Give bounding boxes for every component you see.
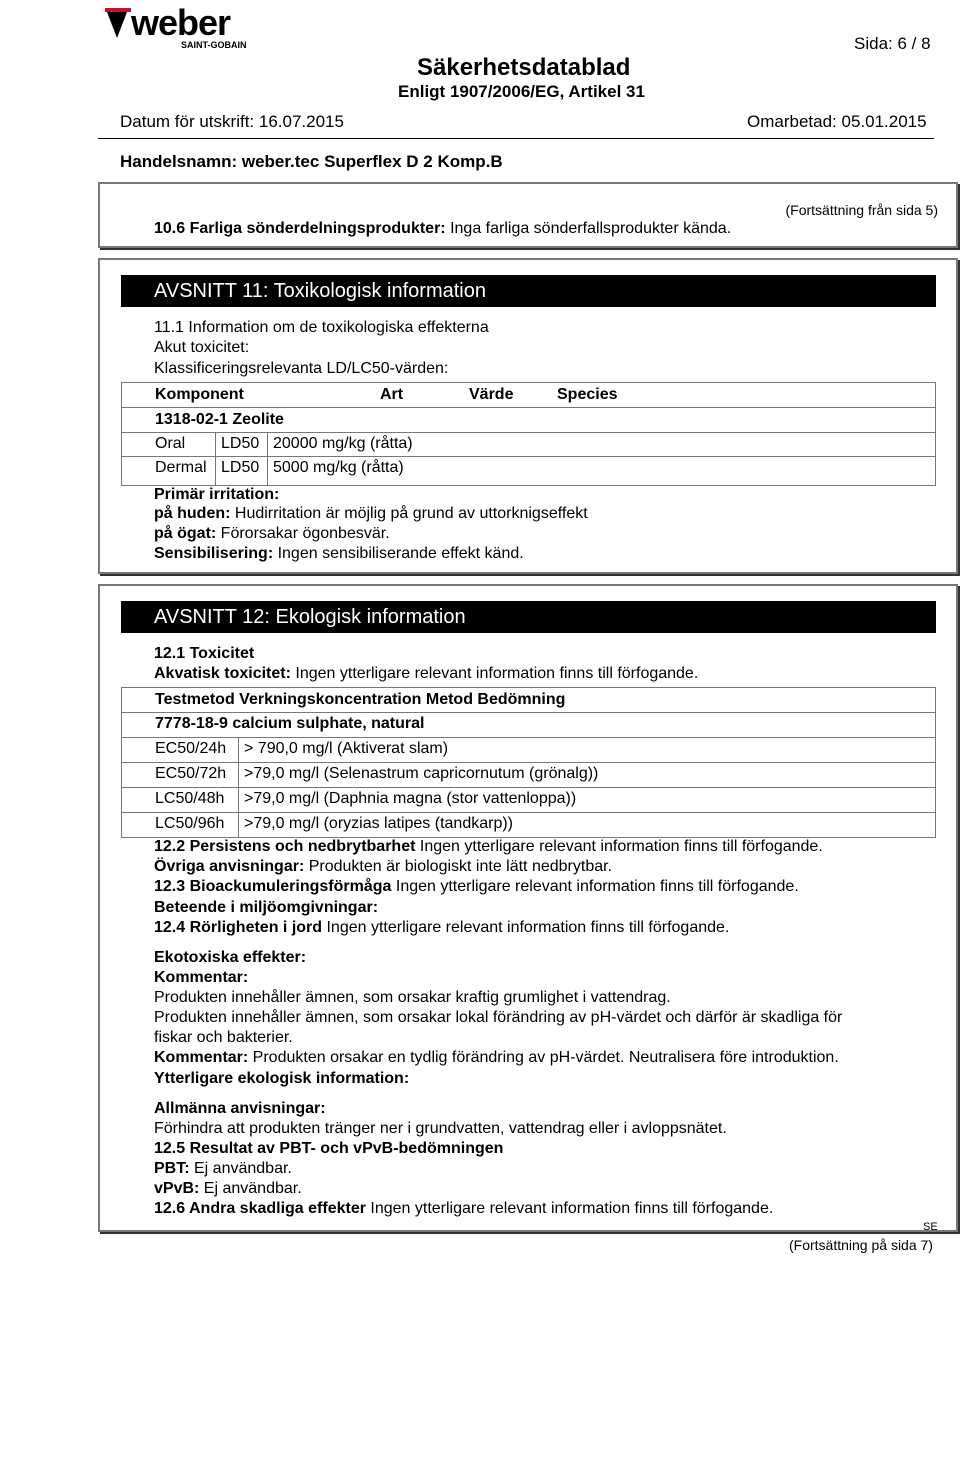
section-12-heading: AVSNITT 12: Ekologisk information: [121, 601, 936, 633]
aquatic-label: Akvatisk toxicitet:: [154, 665, 291, 682]
eco-comment-1: Produkten innehåller ämnen, som orsakar kraftig grumlighet i vattendrag.: [154, 989, 671, 1006]
print-date: Datum för utskrift: 16.07.2015: [120, 112, 344, 131]
trade-name: Handelsnamn: weber.tec Superflex D 2 Komp.B: [120, 152, 503, 171]
section-10-box: [98, 182, 958, 248]
aquatic-line: [154, 665, 698, 683]
eco-comment-2b: fiskar och bakterier.: [154, 1029, 293, 1046]
eye-label: på ögat:: [154, 525, 217, 542]
sensitization-label: Sensibilisering:: [154, 545, 274, 562]
value-cell: >79,0 mg/l (oryzias latipes (tandkarp)): [244, 815, 513, 832]
logo-text: weber: [131, 2, 231, 43]
value-cell: 5000 mg/kg (råtta): [273, 459, 404, 476]
ld-lc50-label: Klassificeringsrelevanta LD/LC50-värden:: [154, 360, 449, 377]
toxicity-table: [121, 382, 936, 486]
route-cell: Dermal: [155, 459, 207, 476]
logo-subtext: SAINT-GOBAIN: [181, 40, 247, 50]
type-cell: LD50: [221, 435, 260, 452]
eye-line: [154, 525, 390, 543]
test-cell: EC50/24h: [155, 740, 227, 757]
comment-2-label: Kommentar:: [154, 1049, 249, 1066]
eco-comment-2a: Produkten innehåller ämnen, som orsakar lokal förändring av pH-värdet och därför är skadliga för: [154, 1009, 843, 1026]
pbt-text: Ej användbar.: [189, 1160, 292, 1177]
pbt-label: PBT:: [154, 1160, 190, 1177]
value-cell: 20000 mg/kg (råtta): [273, 435, 413, 452]
s12-4-line: [154, 919, 729, 937]
s10-6-line: [154, 220, 731, 238]
skin-line: [154, 505, 588, 523]
type-cell: LD50: [221, 459, 260, 476]
table-divider: [122, 737, 935, 738]
value-cell: >79,0 mg/l (Daphnia magna (stor vattenloppa)): [244, 790, 577, 807]
primary-irritation-label: Primär irritation:: [154, 486, 280, 503]
col-varde: Värde: [469, 386, 514, 403]
section-11-box: [98, 258, 958, 574]
pbt-line: [154, 1160, 292, 1178]
vpvb-text: Ej användbar.: [199, 1180, 302, 1197]
s12-2-text: Ingen ytterligare relevant information finns till förfogande.: [415, 838, 823, 855]
col-art: Art: [380, 386, 404, 403]
table-header: Testmetod Verkningskoncentration Metod Bedömning: [155, 691, 566, 708]
general-notes-label: Allmänna anvisningar:: [154, 1100, 326, 1117]
s10-6-text: Inga farliga sönderfallsprodukter kända.: [445, 220, 732, 237]
s12-4-text: Ingen ytterligare relevant information finns till förfogande.: [322, 919, 730, 936]
further-info-label: Ytterligare ekologisk information:: [154, 1070, 410, 1087]
col-komponent: Komponent: [155, 386, 244, 403]
column-divider: [238, 737, 239, 837]
table-divider: [122, 787, 935, 788]
eye-text: Förorsakar ögonbesvär.: [216, 525, 390, 542]
revised-date: Omarbetad: 05.01.2015: [747, 112, 927, 131]
header-divider: [98, 138, 934, 139]
col-species: Species: [557, 386, 618, 403]
skin-text: Hudirritation är möjlig på grund av uttorknigseffekt: [230, 505, 588, 522]
logo: [105, 2, 255, 52]
comment-label: Kommentar:: [154, 969, 249, 986]
general-notes-text: Förhindra att produkten tränger ner i grundvatten, vattendrag eller i avloppsnätet.: [154, 1120, 727, 1137]
section-12-box: [98, 584, 958, 1232]
section-11-heading: AVSNITT 11: Toxikologisk information: [121, 275, 936, 307]
s12-6-text: Ingen ytterligare relevant information finns till förfogande.: [365, 1200, 774, 1217]
acute-toxicity-label: Akut toxicitet:: [154, 339, 250, 356]
table-divider: [122, 762, 935, 763]
vpvb-line: [154, 1180, 302, 1198]
continued-to: (Fortsättning på sida 7): [789, 1237, 933, 1253]
continued-from: (Fortsättning från sida 5): [785, 202, 938, 218]
table-divider: [122, 812, 935, 813]
other-notes-text: Produkten är biologiskt inte lätt nedbrytbar.: [304, 858, 612, 875]
test-cell: LC50/96h: [155, 815, 225, 832]
substance-name: 7778-18-9 calcium sulphate, natural: [155, 715, 425, 732]
country-code: SE: [923, 1221, 938, 1233]
document-title: Säkerhetsdatablad: [417, 54, 631, 81]
s12-3-line: [154, 878, 799, 896]
behaviour-label: Beteende i miljöomgivningar:: [154, 899, 379, 916]
component-name: 1318-02-1 Zeolite: [155, 411, 284, 428]
s12-3-text: Ingen ytterligare relevant information finns till förfogande.: [391, 878, 799, 895]
table-divider: [122, 456, 935, 457]
s12-3-label: 12.3 Bioackumuleringsförmåga: [154, 878, 392, 895]
s12-5-label: 12.5 Resultat av PBT- och vPvB-bedömningen: [154, 1140, 504, 1157]
table-divider: [122, 432, 935, 433]
ecotox-table: [121, 687, 936, 838]
s12-6-label: 12.6 Andra skadliga effekter: [154, 1200, 366, 1217]
ecotox-effects-label: Ekotoxiska effekter:: [154, 949, 307, 966]
test-cell: LC50/48h: [155, 790, 225, 807]
comment-2-line: [154, 1049, 839, 1067]
value-cell: >79,0 mg/l (Selenastrum capricornutum (grönalg)): [244, 765, 599, 782]
s12-2-label: 12.2 Persistens och nedbrytbarhet: [154, 838, 416, 855]
toxicity-title: 12.1 Toxicitet: [154, 645, 255, 662]
test-cell: EC50/72h: [155, 765, 227, 782]
s10-6-label: 10.6 Farliga sönderdelningsprodukter:: [154, 220, 446, 237]
s12-2-line: [154, 838, 823, 856]
value-cell: > 790,0 mg/l (Aktiverat slam): [244, 740, 449, 757]
weber-logo-icon: [105, 8, 131, 42]
comment-2-text: Produkten orsakar en tydlig förändring av pH-värdet. Neutralisera före introduktion.: [248, 1049, 839, 1066]
skin-label: på huden:: [154, 505, 231, 522]
page-number: Sida: 6 / 8: [854, 34, 931, 53]
column-divider: [215, 432, 216, 485]
sensitization-line: [154, 545, 524, 563]
s12-4-label: 12.4 Rörligheten i jord: [154, 919, 323, 936]
column-divider: [267, 432, 268, 485]
s12-6-line: [154, 1200, 773, 1218]
sensitization-text: Ingen sensibiliserande effekt känd.: [273, 545, 524, 562]
other-notes-label: Övriga anvisningar:: [154, 858, 305, 875]
s11-1-title: 11.1 Information om de toxikologiska effekterna: [154, 319, 489, 336]
other-notes-line: [154, 858, 612, 876]
aquatic-text: Ingen ytterligare relevant information finns till förfogande.: [290, 665, 699, 682]
table-divider: [122, 407, 935, 408]
document-subtitle: Enligt 1907/2006/EG, Artikel 31: [398, 82, 645, 101]
table-divider: [122, 712, 935, 713]
route-cell: Oral: [155, 435, 186, 452]
vpvb-label: vPvB:: [154, 1180, 200, 1197]
